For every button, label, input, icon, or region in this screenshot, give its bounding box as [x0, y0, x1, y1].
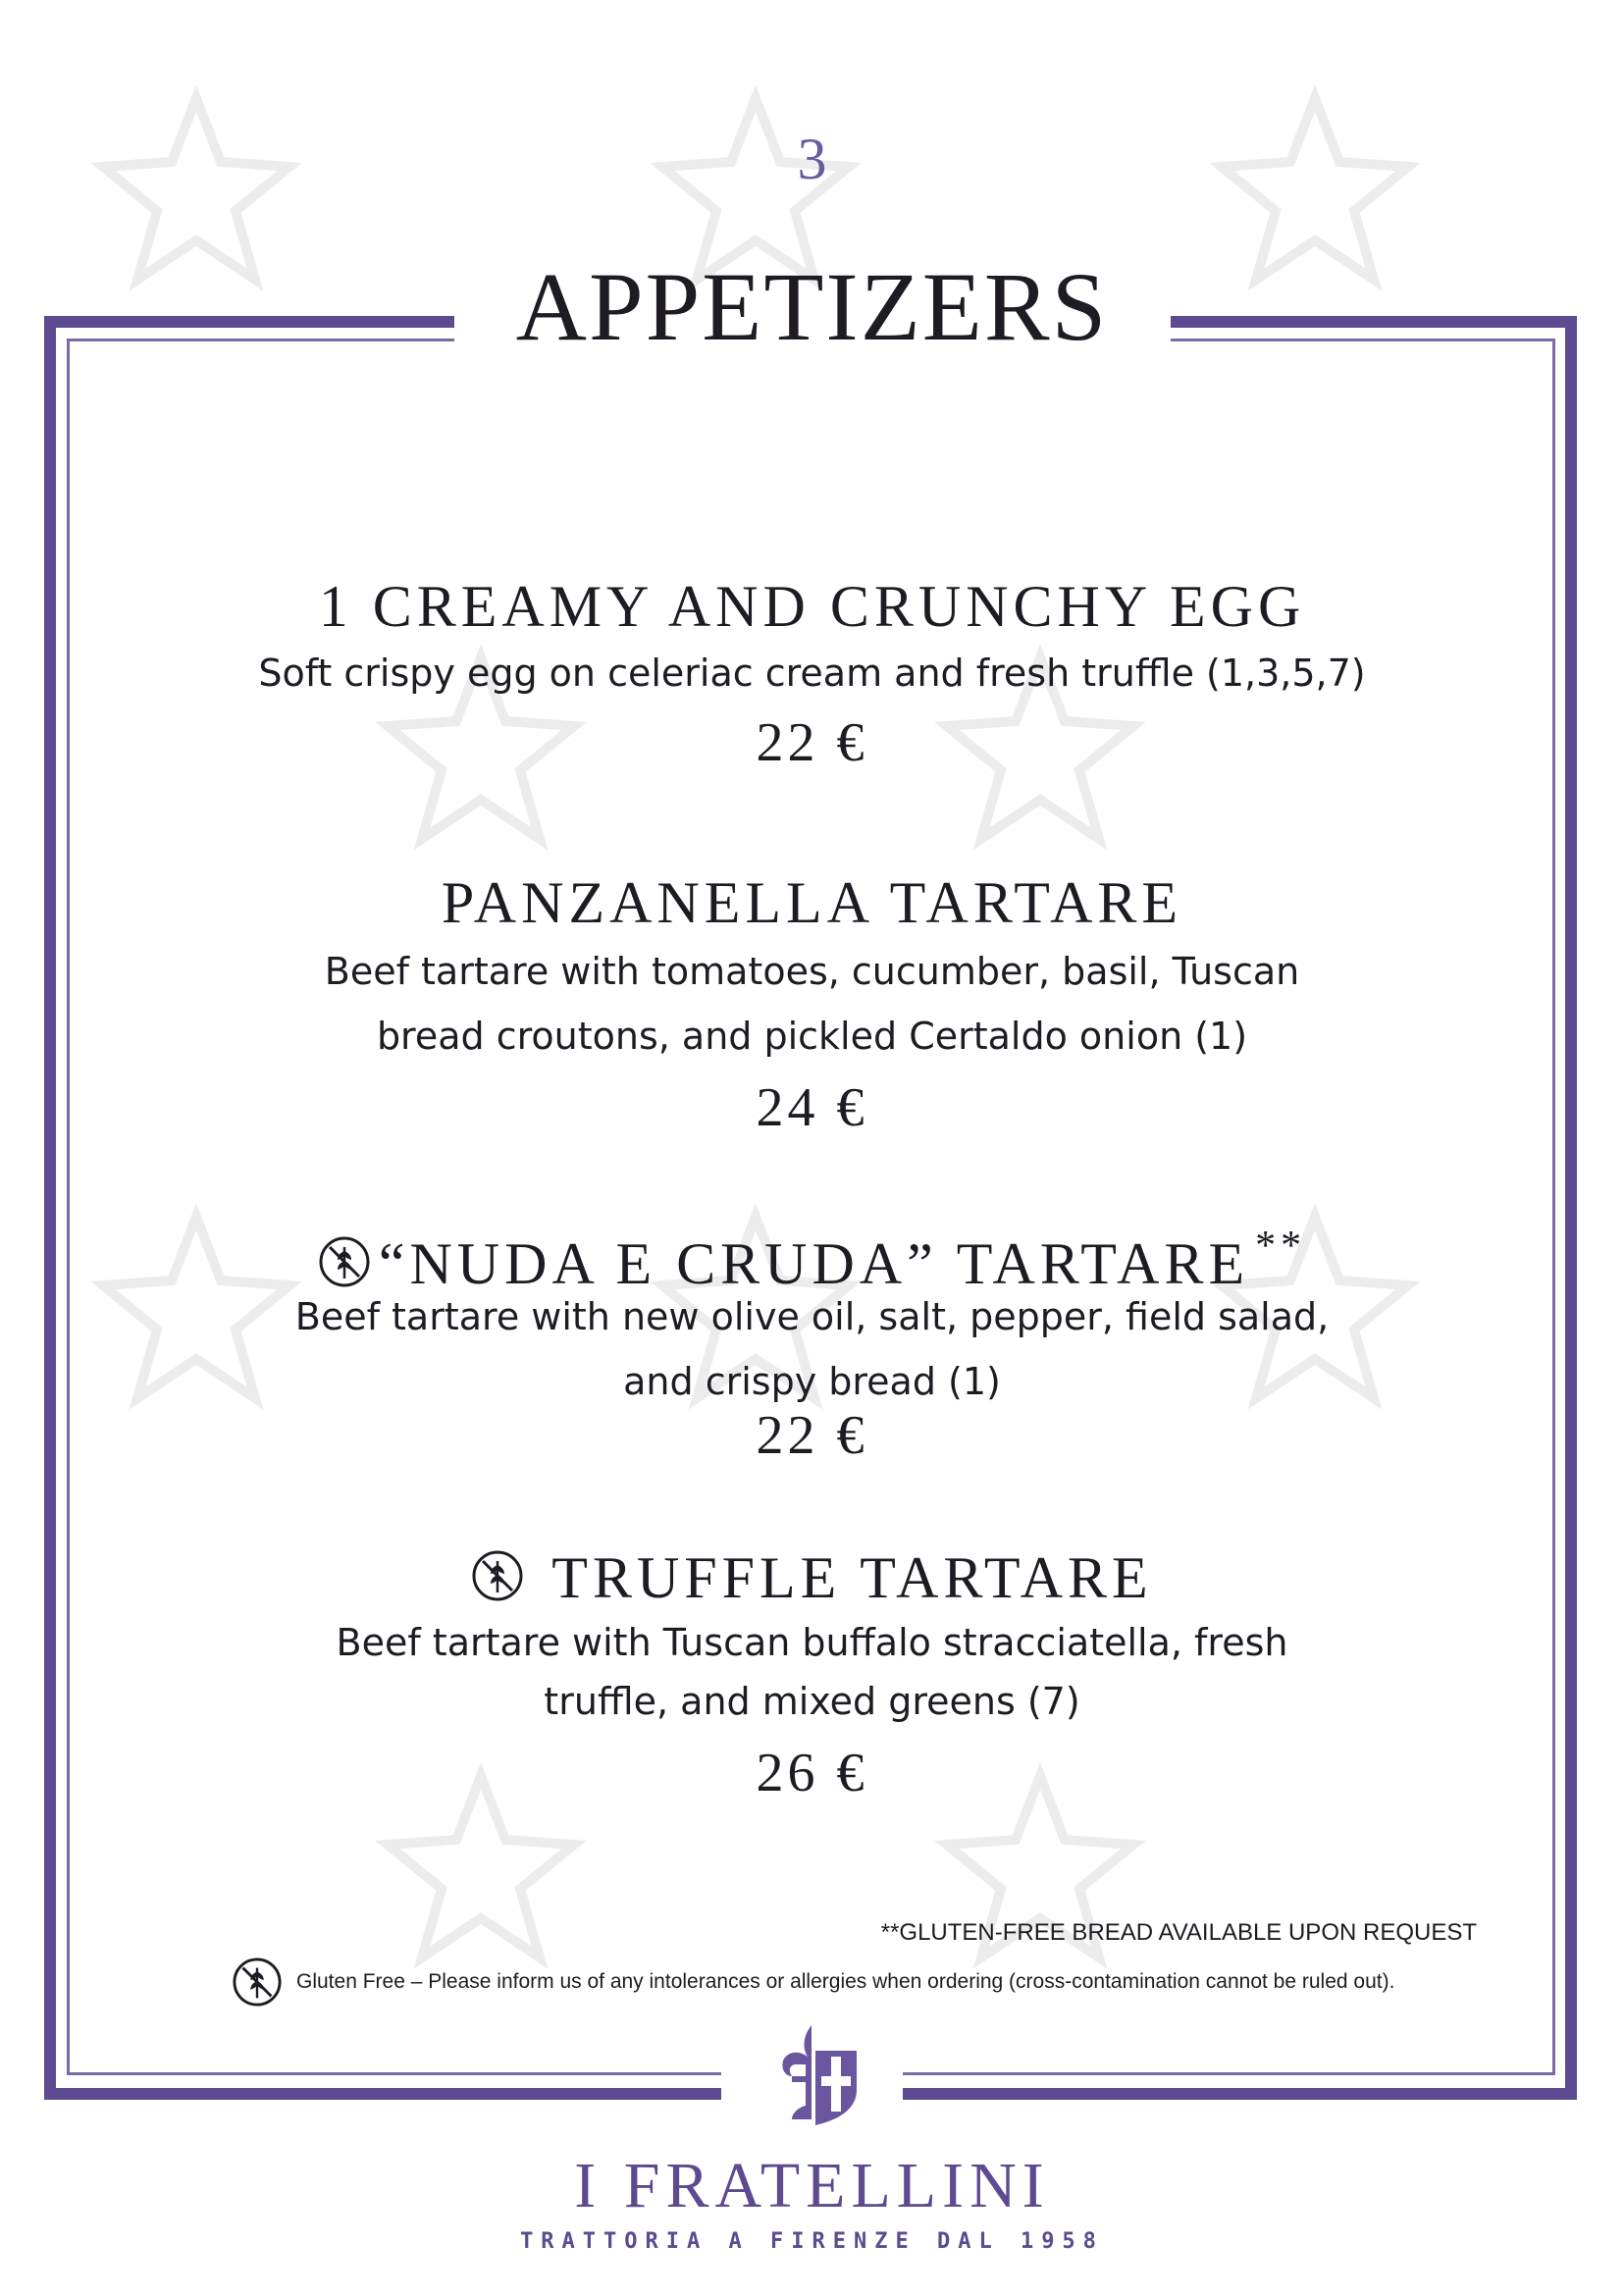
frame-bottom-right [903, 2088, 1577, 2100]
dish-name: TRUFFLE TARTARE [551, 1545, 1153, 1610]
dish-name: “NUDA E CRUDA” TARTARE [378, 1231, 1250, 1296]
dish-name: 1 CREAMY AND CRUNCHY EGG [318, 574, 1306, 639]
dish-price: 22 € [756, 1405, 868, 1466]
dish-price: 26 € [756, 1743, 868, 1803]
frame-inner-bottom-left [67, 2072, 721, 2075]
dish-name-row [0, 1544, 1624, 1612]
gluten-free-bread-note: **GLUTEN-FREE BREAD AVAILABLE UPON REQUEST [880, 1919, 1477, 1946]
dish-description-line: Beef tartare with tomatoes, cucumber, basil, Tuscan [324, 950, 1300, 993]
section-title: APPETIZERS [515, 252, 1109, 361]
gluten-free-legend [232, 1957, 1394, 2007]
dish-price: 24 € [756, 1077, 868, 1138]
dish-price: 22 € [756, 712, 868, 773]
menu-item [0, 1544, 1624, 1804]
gluten-free-bread-marker: ** [1255, 1224, 1307, 1269]
gluten-free-icon [471, 1549, 524, 1602]
dish-name: PANZANELLA TARTARE [441, 870, 1183, 935]
dish-description-line: and crispy bread (1) [623, 1360, 1001, 1403]
menu-item [0, 573, 1624, 774]
brand-name: I FRATELLINI [574, 2150, 1050, 2221]
dish-description-line: Beef tartare with Tuscan buffalo stracciatella, fresh [336, 1621, 1288, 1664]
frame-inner-bottom-right [903, 2072, 1555, 2075]
page-number: 3 [797, 127, 827, 191]
dish-description-line: Beef tartare with new olive oil, salt, pepper, field salad, [294, 1295, 1330, 1338]
menu-item [0, 1224, 1624, 1467]
gluten-free-icon [318, 1235, 371, 1288]
brand-tagline: TRATTORIA A FIRENZE DAL 1958 [520, 2229, 1104, 2254]
gluten-free-legend-text: Gluten Free – Please inform us of any intolerances or allergies when ordering (cross-contamination cannot be ruled out). [296, 1970, 1395, 1993]
dish-description: Soft crispy egg on celeriac cream and fresh truffle (1,3,5,7) [258, 652, 1366, 695]
florentine-lily-shield-icon [762, 2021, 861, 2129]
menu-item [0, 869, 1624, 1139]
gluten-free-icon [232, 1957, 283, 2008]
dish-description-line: truffle, and mixed greens (7) [544, 1680, 1080, 1723]
dish-description-line: bread croutons, and pickled Certaldo onion (1) [376, 1015, 1248, 1058]
frame-bottom-left [44, 2088, 721, 2100]
